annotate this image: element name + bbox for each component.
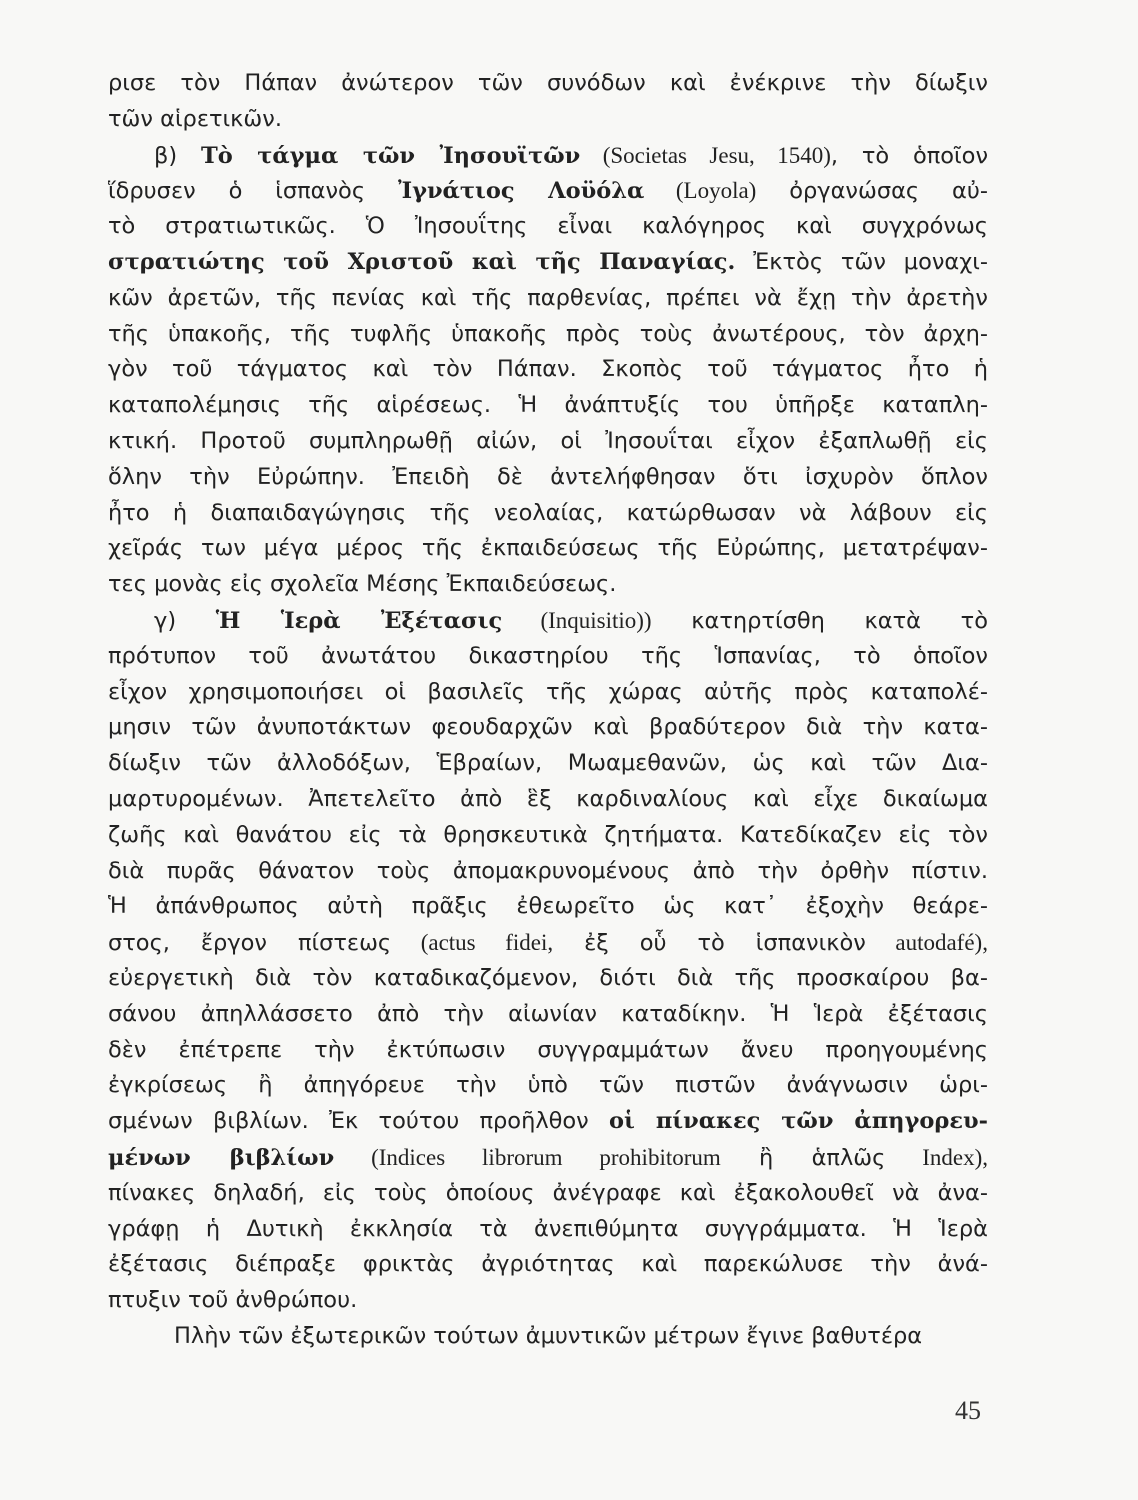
text-run: β): [154, 142, 201, 169]
bold-term: στρατιώτης τοῦ Χριστοῦ καὶ τῆς Παναγίας.: [108, 248, 736, 275]
text-line: [108, 460, 988, 496]
latin-term: Index),: [885, 1144, 988, 1170]
text-run: ἵδρυσεν ὁ ἱσπανὸς: [108, 178, 398, 205]
text-line: [108, 496, 988, 532]
bold-term: Ἡ Ἱερὰ Ἐξέτασις: [215, 607, 503, 634]
text-line: [108, 281, 988, 317]
text-run: εὐεργετικὴ διὰ τὸν καταδικαζόμενον, διότι διὰ τῆς προσκαίρου βα-: [108, 964, 988, 991]
latin-term: (Indices librorum prohibitorum: [334, 1144, 721, 1170]
text-run: σμένων βιβλίων. Ἐκ τούτου προῆλθον: [108, 1108, 609, 1135]
bold-term: οἱ πίνακες τῶν ἀπηγορευ-: [609, 1108, 988, 1135]
text-line: [108, 639, 988, 675]
text-run: εἶχον χρησιμοποιήσει οἱ βασιλεῖς τῆς χώρας αὐτῆς πρὸς καταπολέ-: [108, 678, 988, 705]
text-line: [108, 746, 988, 782]
text-run: ζωῆς καὶ θανάτου εἰς τὰ θρησκευτικὰ ζητήματα. Κατεδίκαζεν εἰς τὸν: [108, 821, 988, 848]
text-line: [108, 424, 988, 460]
text-line: [108, 352, 988, 388]
text-line: [108, 1283, 988, 1319]
text-line: [108, 1247, 988, 1283]
text-line: [108, 1104, 988, 1140]
text-line: [108, 209, 988, 245]
latin-term: (actus fidei,: [391, 930, 554, 956]
text-line: [108, 138, 988, 174]
latin-term: (Inquisitio)): [502, 607, 652, 633]
text-run: ἐγκρίσεως ἢ ἀπηγόρευε τὴν ὑπὸ τῶν πιστῶν ἀνάγνωσιν ὡρι-: [108, 1072, 988, 1099]
bold-term: Τὸ τάγμα τῶν Ἰησουϊτῶν: [200, 142, 581, 169]
text-run: μησιν τῶν ἀνυποτάκτων φεουδαρχῶν καὶ βραδύτερον διὰ τὴν κατα-: [108, 714, 988, 741]
text-line: [108, 388, 988, 424]
bold-term: μένων βιβλίων: [108, 1144, 335, 1171]
text-run: Πλὴν τῶν ἐξωτερικῶν τούτων ἀμυντικῶν μέτρων ἔγινε βαθυτέρα: [174, 1322, 923, 1349]
text-run: τῆς ὑπακοῆς, τῆς τυφλῆς ὑπακοῆς πρὸς τοὺς ἀνωτέρους, τὸν ἀρχη-: [108, 320, 988, 347]
text-run: Ἐκτὸς τῶν μοναχι-: [735, 248, 988, 275]
text-run: πίνακες δηλαδή, εἰς τοὺς ὁποίους ἀνέγραφε καὶ ἐξακολουθεῖ νὰ ἀνα-: [108, 1179, 988, 1206]
page-number: 45: [955, 1396, 981, 1425]
text-run: ἢ ἁπλῶς: [720, 1144, 886, 1171]
text-run: στος, ἔργον πίστεως: [108, 930, 392, 957]
text-line: [108, 710, 988, 746]
text-line: [108, 925, 988, 961]
text-run: κτική. Προτοῦ συμπληρωθῇ αἰών, οἱ Ἰησουΐται εἶχον ἐξαπλωθῇ εἰς: [108, 427, 988, 454]
text-line: [108, 1140, 988, 1176]
text-run: καταπολέμησις τῆς αἱρέσεως. Ἡ ἀνάπτυξίς του ὑπῆρξε καταπλη-: [108, 392, 988, 419]
text-run: χεῖράς των μέγα μέρος τῆς ἐκπαιδεύσεως τῆς Εὐρώπης, μετατρέψαν-: [108, 535, 988, 562]
text-run: κῶν ἀρετῶν, τῆς πενίας καὶ τῆς παρθενίας, πρέπει νὰ ἔχῃ τὴν ἀρετὴν: [108, 284, 988, 311]
text-run: πρότυπον τοῦ ἀνωτάτου δικαστηρίου τῆς Ἱσπανίας, τὸ ὁποῖον: [108, 642, 988, 669]
text-run: γ): [154, 607, 216, 634]
text-run: μαρτυρομένων. Ἀπετελεῖτο ἀπὸ ἓξ καρδιναλίους καὶ εἶχε δικαίωμα: [108, 785, 988, 812]
text-line: [108, 1033, 988, 1069]
text-line: [108, 961, 988, 997]
text-run: γράφῃ ἡ Δυτικὴ ἐκκλησία τὰ ἀνεπιθύμητα συγγράμματα. Ἡ Ἱερὰ: [108, 1215, 988, 1242]
latin-term: (Loyola): [644, 178, 757, 204]
text-line: [108, 818, 988, 854]
text-line: [108, 889, 988, 925]
text-run: ὅλην τὴν Εὐρώπην. Ἐπειδὴ δὲ ἀντελήφθησαν ὅτι ἰσχυρὸν ὅπλον: [108, 463, 988, 490]
text-line: [108, 854, 988, 890]
bold-term: Ἰγνάτιος Λοϋόλα: [397, 178, 645, 205]
text-line: [108, 1068, 988, 1104]
text-run: ἐξέτασις διέπραξε φρικτὰς ἀγριότητας καὶ παρεκώλυσε τὴν ἀνά-: [108, 1251, 988, 1278]
text-run: τῶν αἱρετικῶν.: [108, 105, 282, 132]
latin-term: (Societas Jesu, 1540): [580, 142, 831, 168]
text-run: κατηρτίσθη κατὰ τὸ: [651, 607, 988, 634]
text-line: [108, 1319, 988, 1355]
text-line: [108, 1212, 988, 1248]
text-run: γὸν τοῦ τάγματος καὶ τὸν Πάπαν. Σκοπὸς τοῦ τάγματος ἦτο ἡ: [108, 356, 988, 383]
text-line: [108, 675, 988, 711]
text-run: πτυξιν τοῦ ἀνθρώπου.: [108, 1287, 358, 1314]
text-line: [108, 173, 988, 209]
text-run: σάνου ἀπηλλάσσετο ἀπὸ τὴν αἰωνίαν καταδίκην. Ἡ Ἱερὰ ἐξέτασις: [108, 1000, 988, 1027]
text-line: [108, 66, 988, 102]
text-run: διὰ πυρᾶς θάνατον τοὺς ἀπομακρυνομένους ἀπὸ τὴν ὀρθὴν πίστιν.: [108, 857, 988, 884]
text-run: Ἡ ἀπάνθρωπος αὐτὴ πρᾶξις ἐθεωρεῖτο ὡς κατ᾽ ἐξοχὴν θεάρε-: [108, 893, 988, 920]
text-line: [108, 782, 988, 818]
text-line: [108, 245, 988, 281]
text-line: [108, 317, 988, 353]
text-run: τὸ στρατιωτικῶς. Ὁ Ἰησουΐτης εἶναι καλόγηρος καὶ συγχρόνως: [108, 213, 988, 240]
text-line: [108, 603, 988, 639]
text-line: [108, 102, 988, 138]
text-run: ὀργανώσας αὐ-: [756, 178, 988, 205]
text-line: [108, 531, 988, 567]
text-run: δίωξιν τῶν ἀλλοδόξων, Ἑβραίων, Μωαμεθανῶν, ὡς καὶ τῶν Δια-: [108, 750, 988, 777]
text-run: τες μονὰς εἰς σχολεῖα Μέσης Ἐκπαιδεύσεως.: [108, 571, 617, 598]
text-run: , τὸ ὁποῖον: [830, 142, 988, 169]
latin-term: autodafé),: [865, 930, 988, 956]
text-run: ρισε τὸν Πάπαν ἀνώτερον τῶν συνόδων καὶ ἐνέκρινε τὴν δίωξιν: [108, 70, 988, 96]
text-run: ἦτο ἡ διαπαιδαγώγησις τῆς νεολαίας, κατώρθωσαν νὰ λάβουν εἰς: [108, 499, 988, 526]
text-line: [108, 997, 988, 1033]
text-line: [108, 1176, 988, 1212]
text-line: [108, 567, 988, 603]
text-run: ἐξ οὗ τὸ ἱσπανικὸν: [553, 930, 866, 957]
text-run: δὲν ἐπέτρεπε τὴν ἐκτύπωσιν συγγραμμάτων ἄνευ προηγουμένης: [108, 1036, 988, 1063]
body-text: [108, 66, 988, 1355]
